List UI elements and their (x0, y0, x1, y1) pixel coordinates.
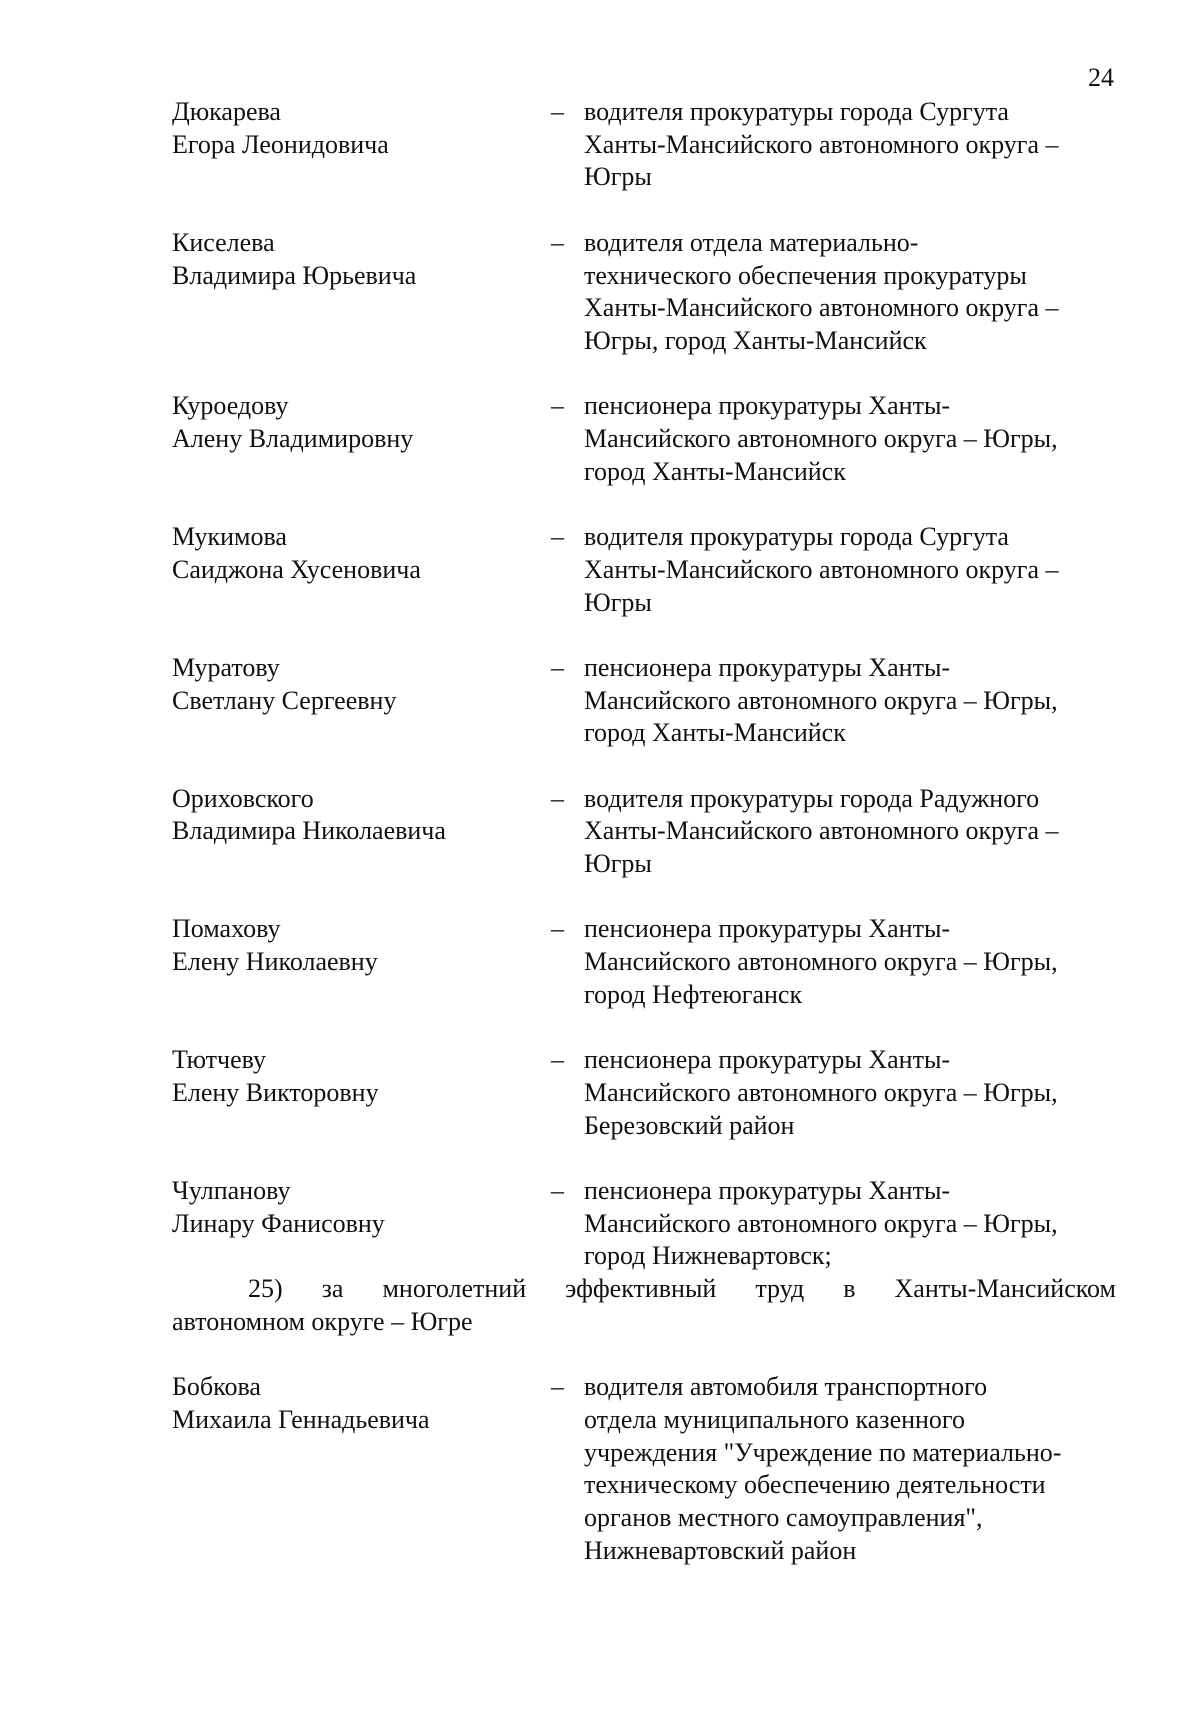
name-line: Куроедову (172, 391, 289, 421)
position-description (584, 1044, 1116, 1142)
description-line: Березовский район (584, 1110, 795, 1140)
person-name (172, 1371, 551, 1567)
person-name (172, 1175, 551, 1273)
description-line: водителя прокуратуры города Сургута (584, 97, 1009, 126)
dash: – (551, 522, 564, 552)
description-line: органов местного самоуправления", (584, 1503, 983, 1533)
name-line: Мукимова (172, 522, 287, 552)
name-line: Ориховского (172, 783, 314, 813)
description-line: Нижневартовский район (584, 1535, 857, 1565)
section-25-paragraph (172, 1273, 1116, 1338)
position-description (584, 1175, 1116, 1273)
position-description (584, 227, 1116, 358)
list-item (172, 521, 1116, 619)
list-item (172, 913, 1116, 1011)
description-line: Ханты-Мансийского автономного округа – (584, 129, 1059, 159)
description-line: отдела муниципального казенного (584, 1404, 965, 1434)
description-line: Югры (584, 162, 652, 192)
position-description (584, 783, 1116, 881)
person-name (172, 390, 551, 488)
name-line: Помахову (172, 914, 281, 944)
list-item (172, 783, 1116, 881)
description-line: водителя автомобиля транспортного (584, 1372, 988, 1402)
description-line: учреждения "Учреждение по материально- (584, 1437, 1062, 1467)
list-item (172, 1044, 1116, 1142)
list-item (172, 652, 1116, 750)
position-description (584, 913, 1116, 1011)
person-name (172, 913, 551, 1011)
description-line: Югры, город Ханты-Мансийск (584, 325, 927, 355)
description-line: пенсионера прокуратуры Ханты- (584, 391, 951, 421)
description-line: Югры (584, 849, 652, 879)
description-line: город Нефтеюганск (584, 979, 803, 1009)
list-item (172, 390, 1116, 488)
description-line: Ханты-Мансийского автономного округа – (584, 293, 1059, 323)
description-line: технического обеспечения прокуратуры (584, 260, 1027, 290)
dash: – (551, 652, 564, 682)
name-line: Чулпанову (172, 1176, 291, 1206)
description-line: техническому обеспечению деятельности (584, 1470, 1046, 1500)
dash: – (551, 1372, 564, 1402)
name-line: Елену Николаевну (172, 947, 378, 977)
person-name (172, 96, 551, 194)
dash: – (551, 391, 564, 421)
description-line: пенсионера прокуратуры Ханты- (584, 1176, 951, 1206)
name-line: Линару Фанисовну (172, 1208, 385, 1238)
description-line: Мансийского автономного округа – Югры, (584, 1208, 1058, 1238)
name-line: Бобкова (172, 1372, 261, 1402)
person-name (172, 652, 551, 750)
dash: – (551, 227, 564, 257)
dash: – (551, 97, 564, 126)
name-line: Михаила Геннадьевича (172, 1404, 430, 1434)
section-heading-line-2: автономном округе – Югре (172, 1306, 473, 1336)
description-line: пенсионера прокуратуры Ханты- (584, 914, 951, 944)
description-line: пенсионера прокуратуры Ханты- (584, 1045, 951, 1075)
list-item (172, 1175, 1116, 1273)
position-description (584, 1371, 1116, 1567)
description-line: Мансийского автономного округа – Югры, (584, 1077, 1058, 1107)
position-description (584, 652, 1116, 750)
document-body (172, 96, 1116, 1600)
description-line: Ханты-Мансийского автономного округа – (584, 554, 1059, 584)
dash: – (551, 914, 564, 944)
description-line: Югры (584, 587, 652, 617)
description-line: водителя отдела материально- (584, 227, 919, 257)
section-heading-line-1: 25) за многолетний эффективный труд в Ханты-Мансийском (248, 1274, 1116, 1304)
dash: – (551, 1176, 564, 1206)
page-number: 24 (1088, 63, 1114, 92)
description-line: Мансийского автономного округа – Югры, (584, 947, 1058, 977)
name-line: Муратову (172, 652, 280, 682)
person-name (172, 1044, 551, 1142)
position-description (584, 96, 1116, 194)
description-line: водителя прокуратуры города Сургута (584, 522, 1009, 552)
position-description (584, 390, 1116, 488)
name-line: Тютчеву (172, 1045, 267, 1075)
description-line: пенсионера прокуратуры Ханты- (584, 652, 951, 682)
name-line: Саиджона Хусеновича (172, 554, 421, 584)
name-line: Владимира Николаевича (172, 816, 446, 846)
name-line: Егора Леонидовича (172, 129, 389, 159)
description-line: водителя прокуратуры города Радужного (584, 783, 1040, 813)
description-line: Ханты-Мансийского автономного округа – (584, 816, 1059, 846)
list-item (172, 227, 1116, 358)
person-name (172, 521, 551, 619)
name-line: Елену Викторовну (172, 1077, 379, 1107)
description-line: город Ханты-Мансийск (584, 456, 846, 486)
description-line: город Ханты-Мансийск (584, 718, 846, 748)
person-name (172, 783, 551, 881)
description-line: город Нижневартовск; (584, 1241, 832, 1271)
dash: – (551, 1045, 564, 1075)
award-list (172, 96, 1116, 1273)
award-list-section-25 (172, 1371, 1116, 1567)
name-line: Владимира Юрьевича (172, 260, 417, 290)
dash: – (551, 783, 564, 813)
list-item (172, 96, 1116, 194)
name-line: Дюкарева (172, 97, 281, 126)
person-name (172, 227, 551, 358)
list-item (172, 1371, 1116, 1567)
name-line: Алену Владимировну (172, 424, 414, 453)
description-line: Мансийского автономного округа – Югры, (584, 685, 1058, 715)
name-line: Светлану Сергеевну (172, 685, 397, 715)
position-description (584, 521, 1116, 619)
name-line: Киселева (172, 227, 275, 257)
description-line: Мансийского автономного округа – Югры, (584, 424, 1058, 453)
